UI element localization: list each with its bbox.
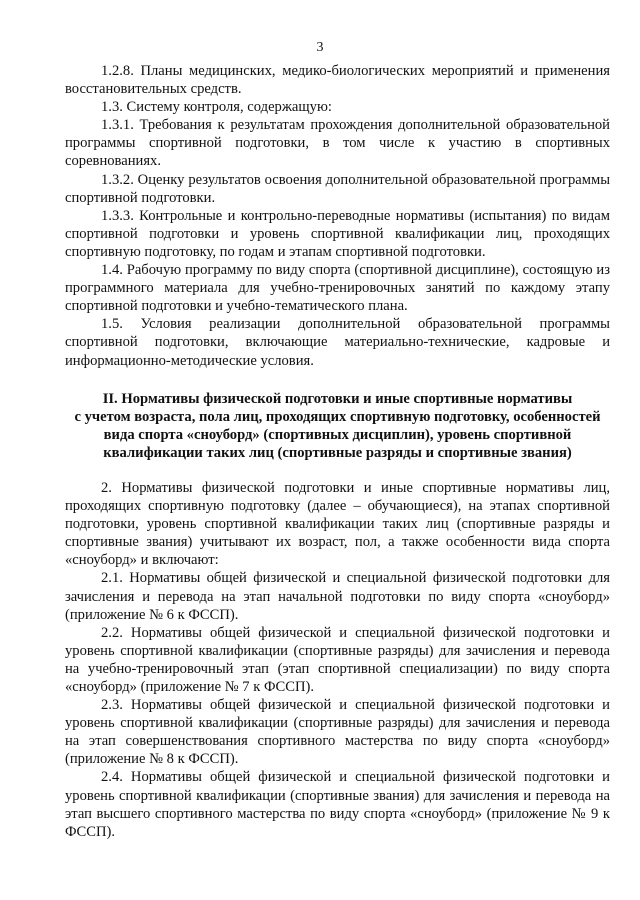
paragraph-2-2: 2.2. Нормативы общей физической и специальной физической подготовки и уровень спортивной квалификации (спортивные разряды) для зачисления и перевода на учебно-тренировочный этап (этап спортивной специализации) по виду спорта «сноуборд» (приложение № 7 к ФССП). — [65, 624, 610, 695]
paragraph-1-3-3: 1.3.3. Контрольные и контрольно-переводные нормативы (испытания) по видам спортивной подготовки и уровень спортивной квалификации лиц, проходящих спортивную подготовку, по годам и этапам спортивной подготовки. — [65, 207, 610, 260]
paragraph-1-3: 1.3. Систему контроля, содержащую: — [101, 99, 332, 116]
document-body — [65, 62, 610, 841]
paragraph-2: 2. Нормативы физической подготовки и иные спортивные нормативы лиц, проходящих спортивную подготовку (далее – обучающиеся), на этапах спортивной подготовки, уровень спортивной квалификации таких лиц (спортивные разряды и спортивные звания) учитывают их возраст, пол, а также особенности вида спорта «сноуборд» и включают: — [65, 479, 610, 569]
paragraph-1-2-8: 1.2.8. Планы медицинских, медико-биологических мероприятий и применения восстановительных средств. — [65, 63, 610, 98]
page-number: 3 — [316, 40, 324, 55]
paragraph-2-1: 2.1. Нормативы общей физической и специальной физической подготовки для зачисления и перевода на этап начальной подготовки по виду спорта «сноуборд» (приложение № 6 к ФССП). — [65, 570, 610, 623]
paragraph-1-3-1: 1.3.1. Требования к результатам прохождения дополнительной образовательной программы спортивной подготовки, в том числе к участию в спортивных соревнованиях. — [65, 117, 610, 170]
section-heading-line: с учетом возраста, пола лиц, проходящих спортивную подготовку, особенностей — [74, 408, 601, 425]
paragraph-2-3: 2.3. Нормативы общей физической и специальной физической подготовки и уровень спортивной квалификации (спортивные разряды) для зачисления и перевода на этап совершенствования спортивного мастерства по виду спорта «сноуборд» (приложение № 8 к ФССП). — [65, 697, 610, 768]
section-heading-line: вида спорта «сноуборд» (спортивных дисциплин), уровень спортивной — [103, 426, 572, 443]
paragraph-2-4: 2.4. Нормативы общей физической и специальной физической подготовки и уровень спортивной квалификации (спортивные звания) для зачисления и перевода на этап высшего спортивного мастерства по виду спорта «сноуборд» (приложение № 9 к ФССП). — [65, 769, 610, 840]
paragraph-1-4: 1.4. Рабочую программу по виду спорта (спортивной дисциплине), состоящую из программного материала для учебно-тренировочных занятий по каждому этапу спортивной подготовки и учебно-тематического плана. — [65, 262, 610, 315]
section-heading-line: квалификации таких лиц (спортивные разряды и спортивные звания) — [103, 444, 572, 461]
section-heading-line: II. Нормативы физической подготовки и иные спортивные нормативы — [102, 390, 573, 407]
paragraph-1-3-2: 1.3.2. Оценку результатов освоения дополнительной образовательной программы спортивной подготовки. — [65, 171, 610, 206]
paragraph-1-5: 1.5. Условия реализации дополнительной образовательной программы спортивной подготовки, включающие материально-технические, кадровые и информационно-методические условия. — [65, 316, 610, 369]
section-heading — [65, 390, 610, 462]
